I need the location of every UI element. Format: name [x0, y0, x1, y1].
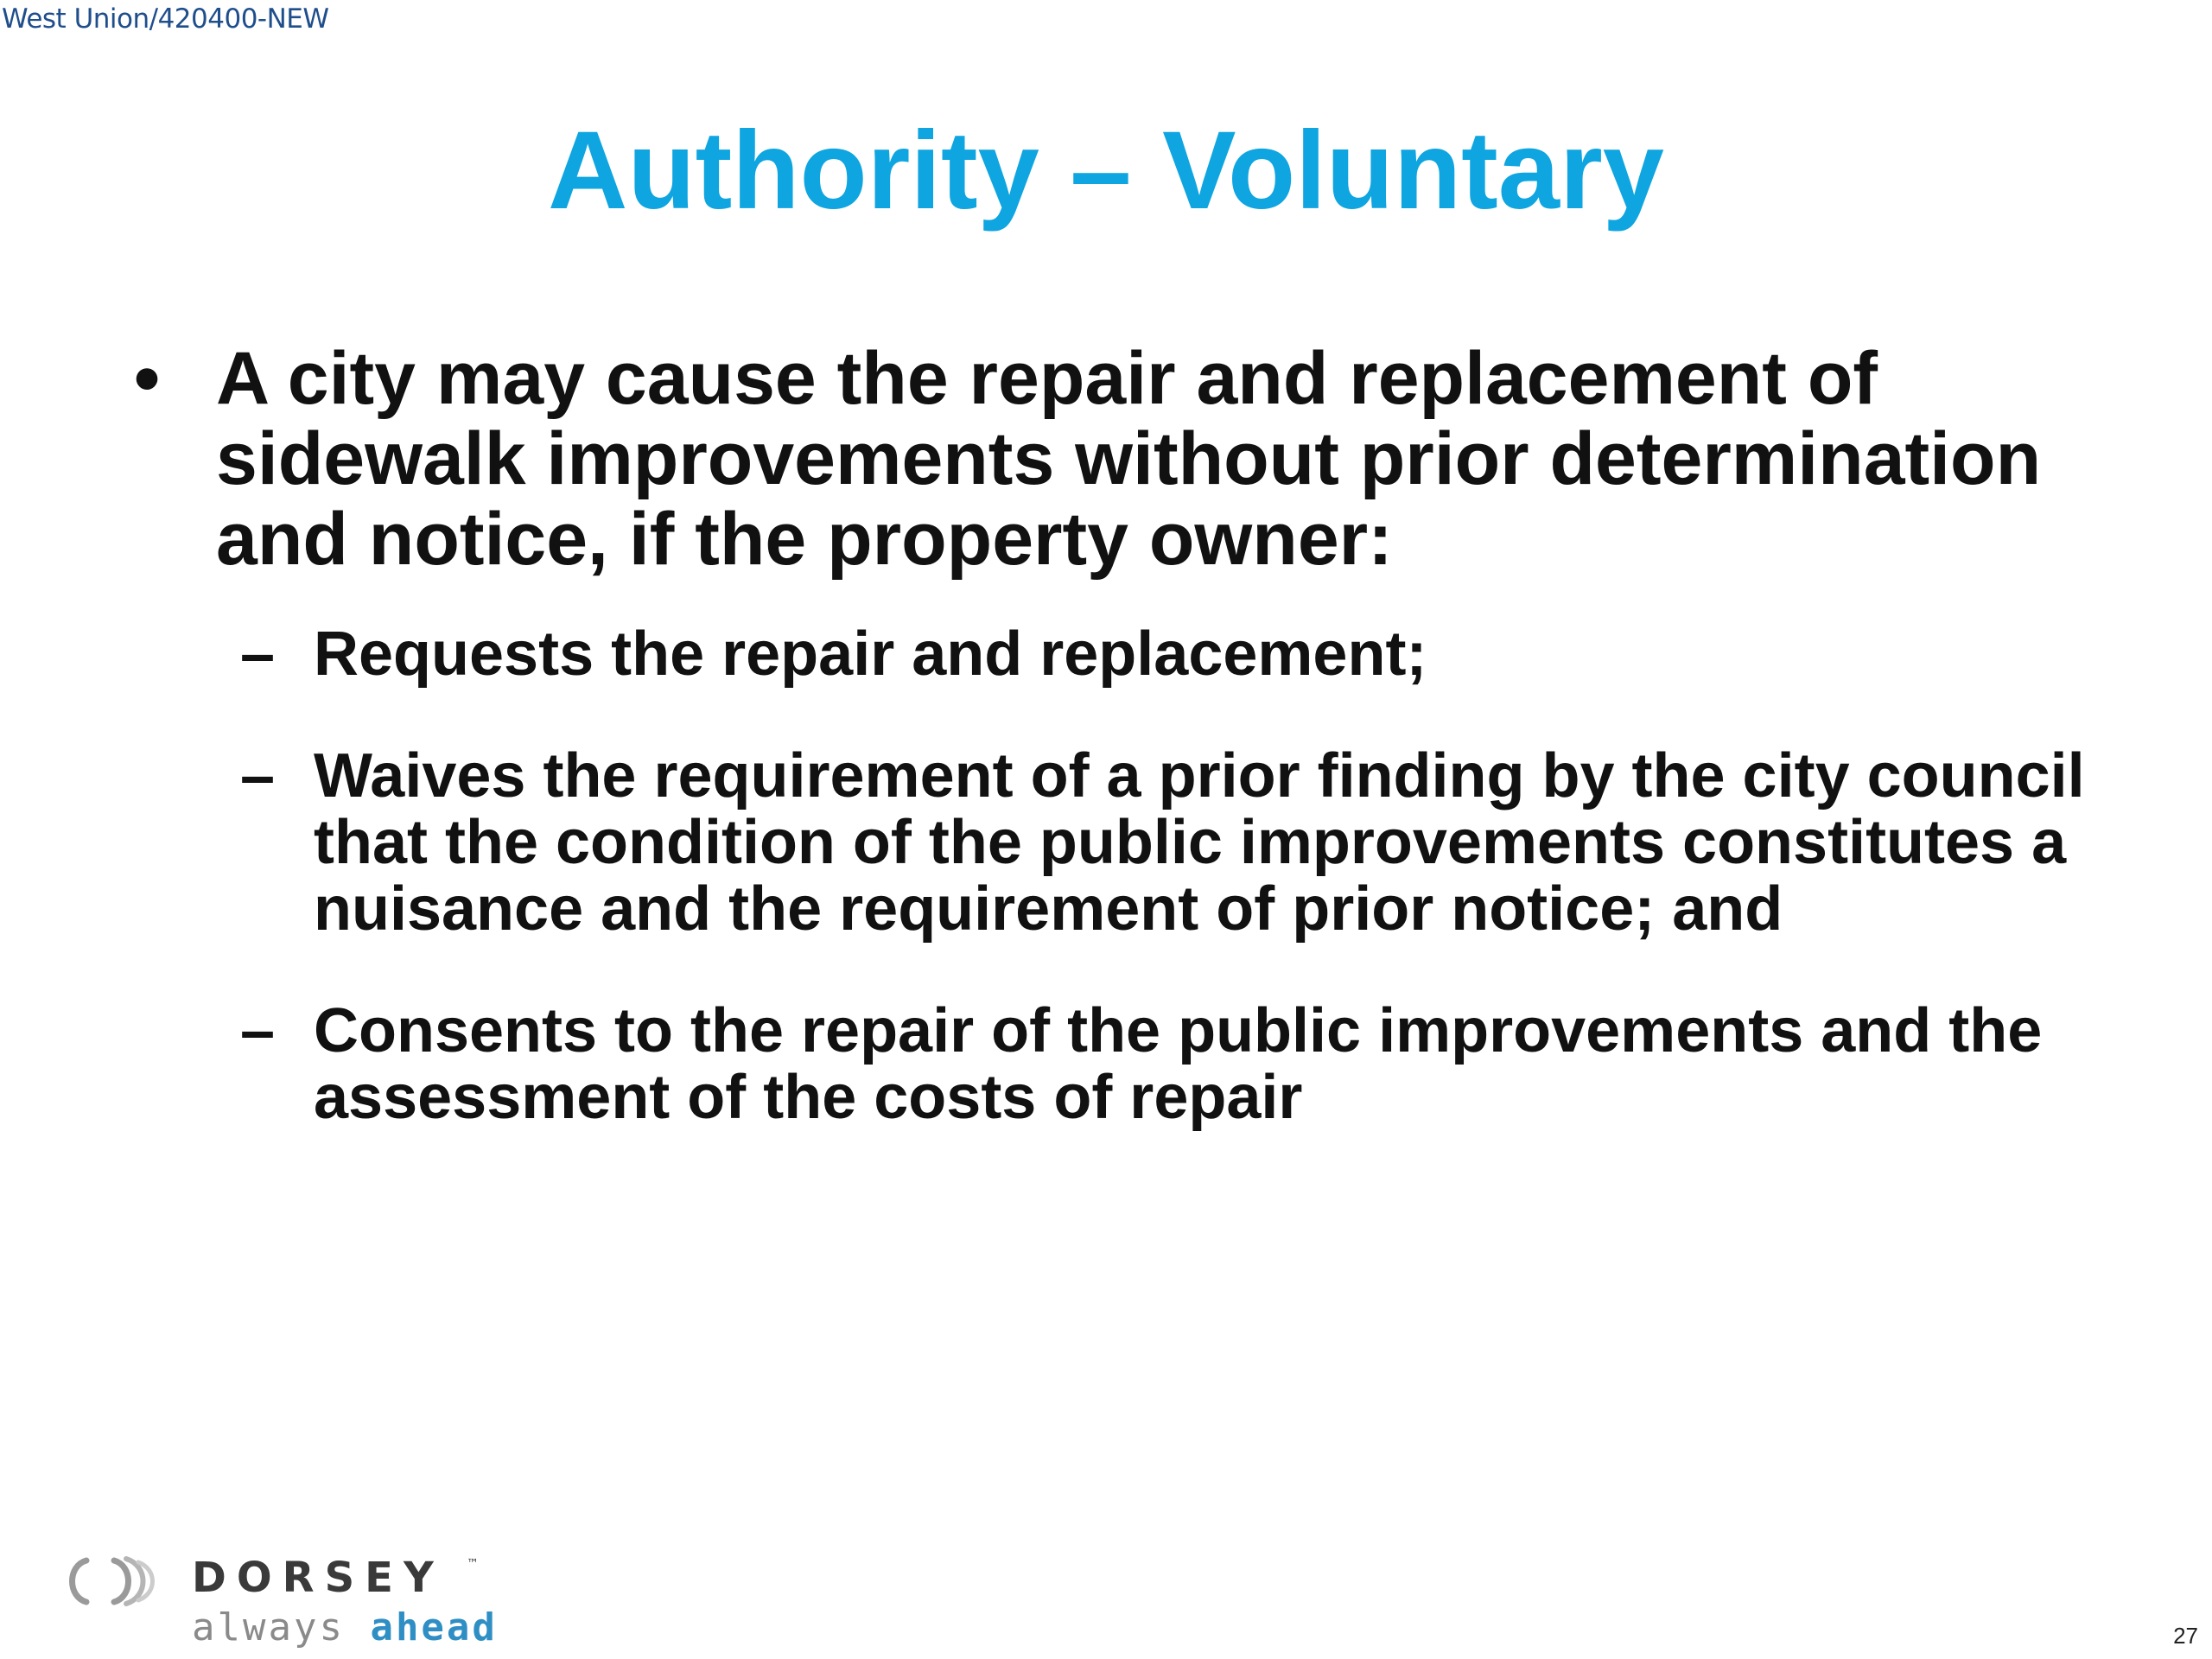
- sub-bullet-item: [130, 998, 2117, 1131]
- dorsey-logo: [60, 1555, 510, 1650]
- logo-tagline: [192, 1605, 498, 1649]
- bullet-marker: •: [133, 337, 161, 420]
- sub-bullet-text: Waives the requirement of a prior finding by the city council that the condition of the public improvements constitutes a nuisance and the requirement of prior notice; and: [314, 741, 2085, 944]
- sub-bullet-text: Requests the repair and replacement;: [314, 620, 1427, 689]
- dash-marker: –: [240, 620, 276, 689]
- main-bullet: [130, 339, 2117, 580]
- sub-bullet-text: Consents to the repair of the public improvements and the assessment of the costs of repair: [314, 996, 2043, 1132]
- document-reference: West Union/420400-NEW: [2, 3, 329, 35]
- dorsey-swoosh-icon: [60, 1555, 173, 1607]
- dash-marker: –: [240, 741, 276, 810]
- slide-content: [130, 339, 2117, 1186]
- sub-bullet-item: [130, 743, 2117, 943]
- slide-title: Authority – Voluntary: [548, 109, 1664, 232]
- tagline-ahead: ahead: [370, 1605, 498, 1649]
- sub-bullet-item: [130, 621, 2117, 688]
- logo-wordmark: DORSEY: [192, 1554, 444, 1602]
- main-bullet-text: A city may cause the repair and replacement of sidewalk improvements without prior determination and notice, if the property owner:: [216, 337, 2042, 581]
- logo-trademark: ™: [467, 1557, 479, 1571]
- page-number: 27: [2173, 1623, 2198, 1649]
- dash-marker: –: [240, 996, 276, 1065]
- tagline-always: always: [192, 1605, 345, 1649]
- sub-bullet-list: [130, 621, 2117, 1131]
